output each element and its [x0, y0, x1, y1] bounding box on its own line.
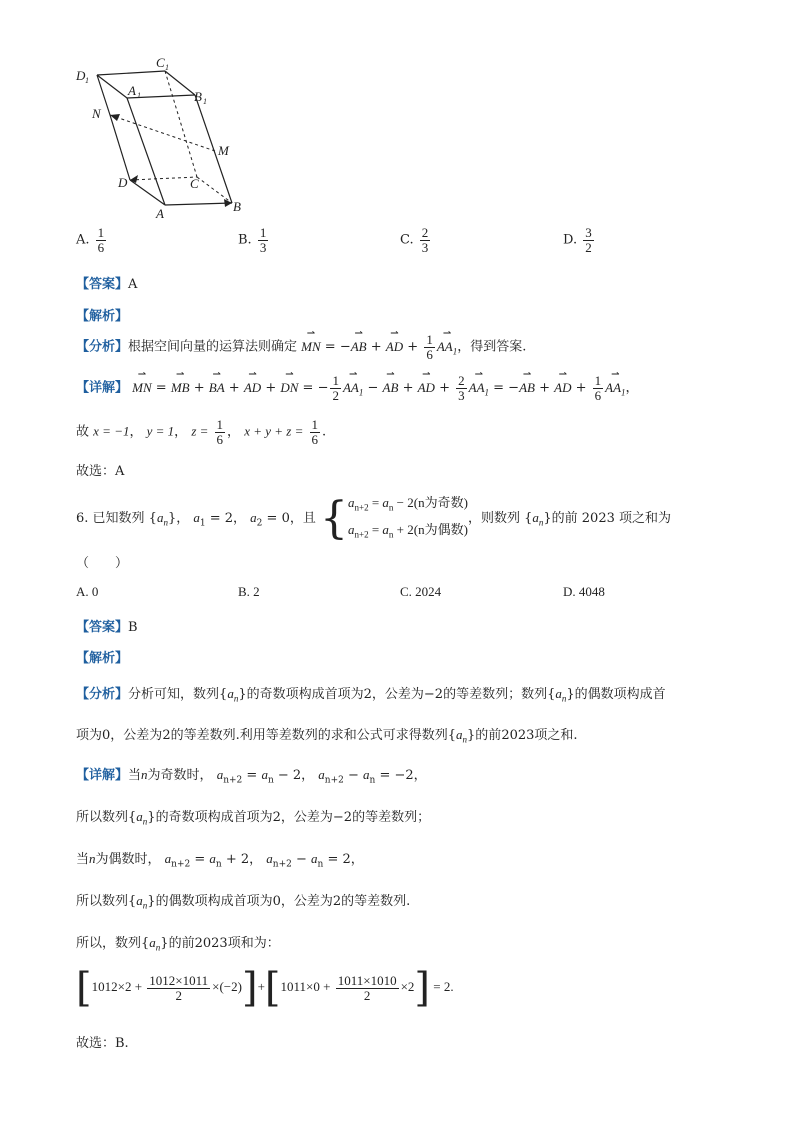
label-A1: A: [128, 83, 136, 98]
sub-C1: 1: [165, 63, 169, 72]
q5-xiangjie: 【详解】 ⇀ MN = ⇀ MB + ⇀ BA + ⇀ AD + ⇀ DN = − $\frac{1}{2}$ ⇀ $AA_1$ − ⇀ AB + ⇀ AD + $\frac{2}{3}$ ⇀ $AA_1$ = −⇀ AB + ⇀ AD + $\frac{1}{6}$ ⇀ $AA_1$，: [76, 374, 639, 402]
label-B: B: [233, 199, 241, 214]
label-D1: D: [76, 68, 86, 83]
q6-stem: 6. 已知数列 $\{a_n\}$， $a_1 = 2$， $a_2 = 0$，且 { $a_{n+2} = a_n - 2(n$为奇数) $a_{n+2} = a_n + 2(n$为偶数) ，则数列 $\{a_n\}$的前 2023 项之和为: [76, 492, 672, 544]
q6-analysis-tag: 【解析】: [76, 651, 129, 666]
q6-option-d: D. 4048: [563, 584, 605, 599]
parallelepiped-figure: [70, 55, 260, 225]
q6-sum-formula: [1012×2 + $\frac{1012\times 1011}{2}$ ×(−2)]+[1011×0 + $\frac{1011\times 1010}{2}$ ×2] = 2.: [76, 965, 454, 1011]
q6-choose: 故选：B.: [76, 1036, 129, 1051]
q5-conclusion: 故 x = −1， y = 1， z = $\frac{1}{6}$ ， x + y + z = $\frac{1}{6}$ .: [76, 417, 327, 447]
label-M: M: [218, 143, 229, 158]
label-A: A: [156, 206, 164, 221]
q5-option-c: C. $\frac{2}{3}$: [400, 225, 429, 255]
label-C: C: [190, 176, 199, 191]
q6-paren: （ ）: [76, 556, 129, 571]
label-N: N: [92, 106, 101, 121]
q6-option-b: B. 2: [238, 584, 260, 599]
q5-option-b: B. $\frac{1}{3}$: [238, 225, 267, 255]
q5-option-d: D. $\frac{3}{2}$: [563, 225, 592, 255]
label-C1: C: [156, 55, 165, 70]
label-D: D: [118, 175, 128, 190]
q6-fenxi-line2: 项为0，公差为2的等差数列.利用等差数列的求和公式可求得数列$\{a_n\}$的前2023项之和.: [76, 727, 578, 745]
q6-detail-odd-conc: 所以数列$\{a_n\}$的奇数项构成首项为2，公差为−2的等差数列；: [76, 809, 431, 827]
q6-detail-even-conc: 所以数列$\{a_n\}$的偶数项构成首项为0，公差为2的等差数列.: [76, 893, 411, 911]
sub-A1: 1: [137, 91, 141, 100]
q6-option-c: C. 2024: [400, 584, 442, 599]
q5-answer: 【答案】A: [76, 277, 138, 292]
sub-B1: 1: [203, 97, 207, 106]
q5-analysis-tag: 【解析】: [76, 309, 129, 324]
sub-D1: 1: [85, 76, 89, 85]
label-B1: B: [194, 89, 202, 104]
q6-detail-even: 当n为偶数时， $a_{n+2} = a_n + 2$， $a_{n+2} - a_n = 2$，: [76, 851, 364, 870]
q6-sum-intro: 所以，数列$\{a_n\}$的前2023项和为：: [76, 935, 280, 953]
q6-detail-odd: 【详解】当n为奇数时， $a_{n+2} = a_n - 2$， $a_{n+2} - a_n = -2$，: [76, 767, 427, 786]
q5-fenxi: 【分析】根据空间向量的运算法则确定 ⇀ MN = −⇀ AB + ⇀ AD + $\frac{1}{6}$ ⇀ $AA_1$，得到答案.: [76, 333, 526, 361]
q6-answer: 【答案】B: [76, 620, 138, 635]
q6-option-a: A. 0: [76, 584, 99, 599]
q6-fenxi-line1: 【分析】分析可知，数列$\{a_n\}$的奇数项构成首项为2，公差为−2的等差数列；数列$\{a_n\}$的偶数项构成首: [76, 686, 666, 704]
q5-option-a: A. $\frac{1}{6}$: [76, 225, 105, 255]
q5-choose: 故选：A: [76, 464, 125, 479]
